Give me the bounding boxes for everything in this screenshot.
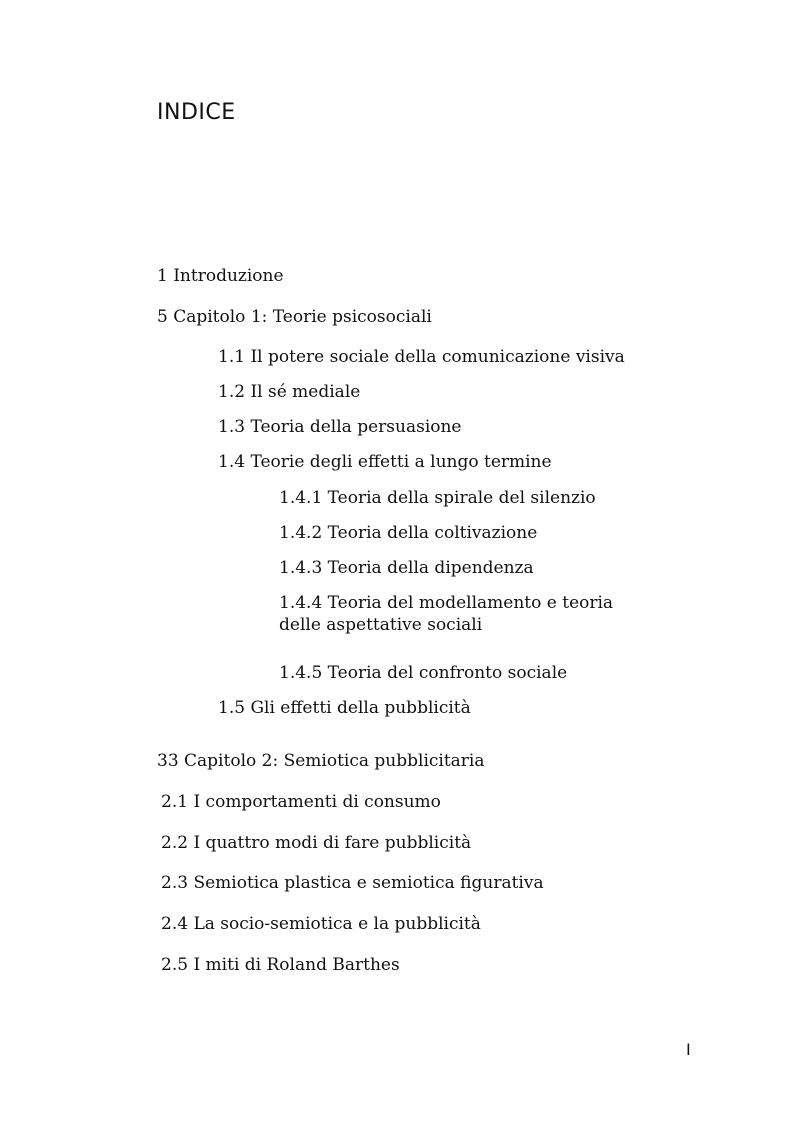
toc-entry-1-1: 1.1 Il potere sociale della comunicazione visiva [218,347,625,367]
toc-entry-1-5: 1.5 Gli effetti della pubblicità [218,698,471,718]
toc-entry-1-4: 1.4 Teorie degli effetti a lungo termine [218,452,552,472]
toc-entry-1-3: 1.3 Teoria della persuasione [218,417,462,437]
toc-entry-2-2: 2.2 I quattro modi di fare pubblicità [161,833,472,853]
toc-entry-introduzione: 1 Introduzione [157,266,284,286]
toc-entry-2-5: 2.5 I miti di Roland Barthes [161,955,400,975]
toc-entry-capitolo-1: 5 Capitolo 1: Teorie psicosociali [157,307,432,327]
page-number: I [686,1040,691,1059]
toc-entry-1-4-3: 1.4.3 Teoria della dipendenza [279,558,534,578]
toc-entry-2-1: 2.1 I comportamenti di consumo [161,792,441,812]
toc-entry-2-3: 2.3 Semiotica plastica e semiotica figurativa [161,873,544,893]
toc-entry-1-2: 1.2 Il sé mediale [218,382,361,402]
toc-entry-capitolo-2: 33 Capitolo 2: Semiotica pubblicitaria [157,751,485,771]
toc-entry-1-4-4: 1.4.4 Teoria del modellamento e teoria delle aspettative sociali [279,593,614,635]
page-title: INDICE [157,100,236,125]
toc-entry-1-4-1: 1.4.1 Teoria della spirale del silenzio [279,488,596,508]
toc-entry-2-4: 2.4 La socio-semiotica e la pubblicità [161,914,481,934]
toc-entry-1-4-2: 1.4.2 Teoria della coltivazione [279,523,538,543]
toc-entry-1-4-5: 1.4.5 Teoria del confronto sociale [279,663,568,683]
